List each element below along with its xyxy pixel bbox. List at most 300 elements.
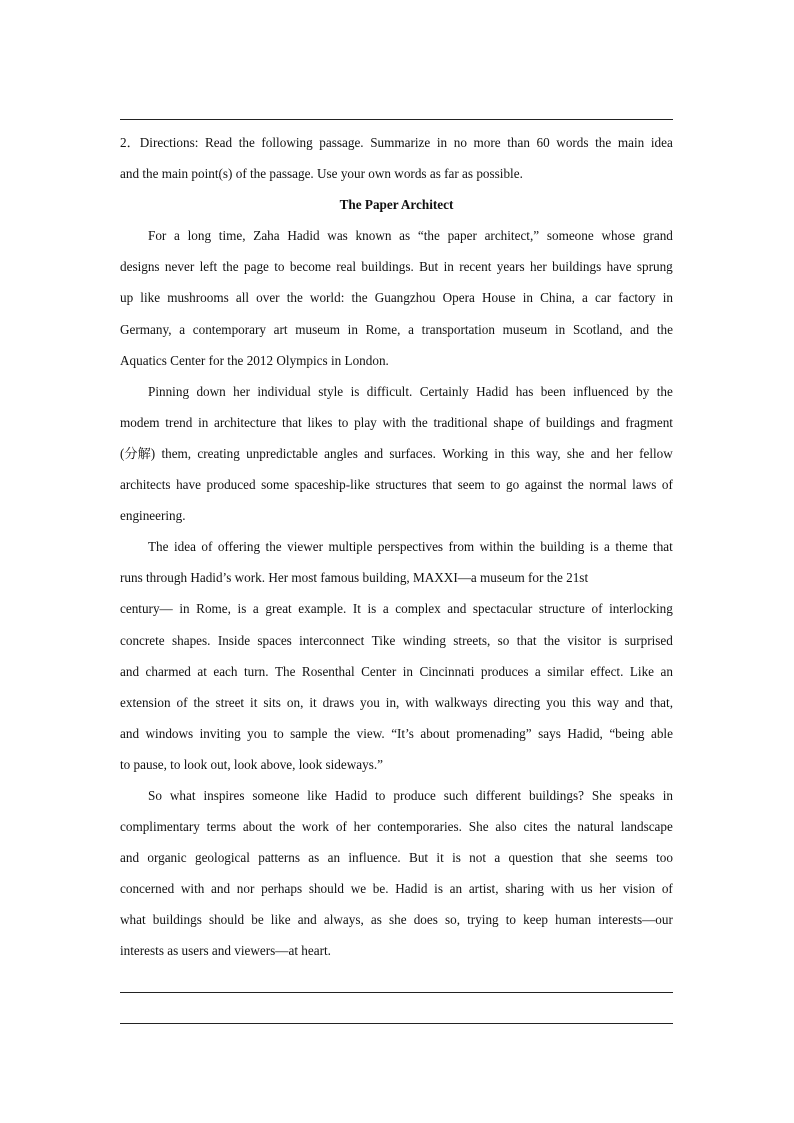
word: you	[360, 694, 380, 710]
word: the	[595, 135, 612, 150]
word: interests—our	[598, 912, 673, 928]
word: produce	[393, 787, 436, 803]
word: Rome,	[365, 321, 401, 337]
word: with	[180, 881, 205, 897]
word: an	[449, 881, 463, 897]
word: architecture	[214, 414, 277, 430]
word: in	[179, 601, 190, 617]
word: so	[497, 632, 510, 648]
word: in	[436, 135, 448, 150]
word: and	[630, 321, 650, 337]
word: in	[662, 290, 673, 306]
word: that	[516, 632, 537, 648]
word: a	[408, 321, 414, 337]
word: it	[309, 694, 317, 710]
word: from	[448, 539, 475, 555]
word: geological	[194, 850, 250, 866]
word: way	[596, 694, 619, 710]
word: we	[350, 881, 367, 897]
word: about	[242, 819, 273, 835]
word: at	[197, 663, 207, 679]
paragraph-line	[120, 718, 673, 749]
word: car	[595, 290, 612, 306]
word: buildings	[545, 414, 595, 430]
word: So	[148, 787, 162, 803]
word: work	[301, 819, 330, 835]
word: about	[420, 725, 450, 741]
paragraph-line: Aquatics Center for the 2012 Olympics in London.	[120, 352, 389, 368]
word: sits	[263, 694, 281, 710]
word: likes	[307, 414, 333, 430]
word: But	[419, 259, 439, 275]
word: as	[370, 912, 382, 928]
word: a	[382, 601, 389, 617]
word: a	[494, 850, 501, 866]
word: angles	[324, 445, 358, 461]
word: up	[120, 290, 134, 306]
word: difficult.	[366, 383, 413, 399]
word: and	[364, 445, 384, 461]
word: known	[355, 228, 392, 244]
word: like	[307, 787, 328, 803]
word: in	[198, 414, 209, 430]
paragraph-line	[120, 220, 673, 251]
word: multiple	[328, 539, 373, 555]
word: some	[261, 477, 289, 493]
word: the	[656, 321, 673, 337]
word: streets,	[453, 632, 491, 648]
word: is	[589, 539, 599, 555]
word: and	[120, 725, 140, 741]
paragraph-line	[120, 873, 673, 904]
word: Certainly	[419, 383, 469, 399]
word: long	[187, 228, 212, 244]
word: this	[571, 694, 592, 710]
word: terms	[206, 819, 236, 835]
paragraph-line	[120, 593, 673, 624]
word: she	[566, 445, 585, 461]
word: Rosenthal	[301, 663, 355, 679]
word: what	[169, 787, 196, 803]
word: years	[496, 259, 525, 275]
word: Zaha	[253, 228, 280, 244]
word: offering	[217, 539, 261, 555]
word: more	[473, 135, 501, 150]
word: perspectives	[377, 539, 444, 555]
word: play	[354, 414, 377, 430]
word: no	[453, 135, 467, 150]
word: and	[120, 663, 140, 679]
word: world:	[309, 290, 345, 306]
answer-line	[120, 1023, 673, 1024]
word: as	[308, 850, 320, 866]
word: words	[556, 135, 589, 150]
word: in	[347, 321, 358, 337]
word: a	[534, 663, 541, 679]
word: be	[251, 912, 264, 928]
word: also	[495, 819, 517, 835]
word: is	[434, 881, 443, 897]
word: extension	[120, 694, 171, 710]
word: (分解)	[120, 445, 156, 461]
word: someone	[252, 787, 300, 803]
word: of	[176, 694, 188, 710]
word: her	[599, 881, 617, 897]
word: shape	[493, 414, 524, 430]
word: landscape	[620, 819, 673, 835]
word: Summarize	[370, 135, 431, 150]
word: viewer	[287, 539, 324, 555]
word: to	[375, 787, 386, 803]
word: museum	[502, 321, 548, 337]
word: have	[176, 477, 201, 493]
word: whose	[601, 228, 636, 244]
word: 60	[536, 135, 550, 150]
word: the	[351, 290, 368, 306]
paragraph-line	[120, 625, 673, 656]
word: the	[334, 725, 351, 741]
word: such	[443, 787, 468, 803]
word: spaces	[257, 632, 292, 648]
word: the	[411, 414, 428, 430]
word: complex	[395, 601, 441, 617]
word: individual	[257, 383, 311, 399]
word: and	[120, 850, 140, 866]
paragraph-line: runs through Hadid’s work. Her most famous building, MAXXI—a museum for the 21st	[120, 570, 589, 586]
word: it	[436, 850, 444, 866]
word: Cincinnati	[419, 663, 475, 679]
word: she	[388, 912, 407, 928]
question-line: and the main point(s) of the passage. Use your own words as far as possible.	[120, 166, 523, 182]
word: laws	[632, 477, 657, 493]
word: fragment	[625, 414, 673, 430]
word: structures	[375, 477, 427, 493]
word: 2．Directions:	[120, 135, 199, 150]
word: unpredictable	[246, 445, 318, 461]
word: the	[193, 694, 210, 710]
word: buildings	[152, 912, 202, 928]
word: human	[555, 912, 592, 928]
word: art	[273, 321, 288, 337]
paragraph-line	[120, 314, 673, 345]
paragraph-line	[120, 904, 673, 935]
word: nor	[236, 881, 255, 897]
word: on,	[286, 694, 304, 710]
word: museum	[295, 321, 340, 337]
word: charmed	[145, 663, 191, 679]
word: go	[506, 477, 520, 493]
word: promenading”	[456, 725, 532, 741]
word: Center	[361, 663, 397, 679]
word: view.	[356, 725, 385, 741]
word: all	[235, 290, 250, 306]
word: example.	[298, 601, 347, 617]
word: she	[589, 850, 608, 866]
word: trying	[467, 912, 499, 928]
word: Guangzhou	[374, 290, 436, 306]
word: like	[140, 290, 161, 306]
word: directing	[493, 694, 541, 710]
word: influenced	[573, 383, 629, 399]
word: you	[546, 694, 567, 710]
paragraph-line	[120, 282, 673, 313]
word: never	[164, 259, 195, 275]
word: Hadid	[395, 881, 428, 897]
word: them,	[161, 445, 192, 461]
word: She	[468, 819, 489, 835]
word: that,	[649, 694, 673, 710]
word: within	[479, 539, 514, 555]
word: should	[208, 912, 245, 928]
word: has	[515, 383, 534, 399]
word: in	[443, 259, 454, 275]
word: against	[524, 477, 563, 493]
word: passage.	[319, 135, 364, 150]
word: traditional	[433, 414, 488, 430]
word: her	[616, 445, 633, 461]
word: China,	[540, 290, 575, 306]
word: contemporary	[192, 321, 266, 337]
word: But	[409, 850, 429, 866]
word: the	[286, 290, 303, 306]
word: artist,	[468, 881, 499, 897]
word: organic	[147, 850, 187, 866]
word: over	[256, 290, 280, 306]
word: is	[350, 383, 360, 399]
word: of	[335, 819, 347, 835]
word: that	[432, 477, 453, 493]
word: time,	[218, 228, 246, 244]
word: a	[604, 539, 610, 555]
word: shapes.	[172, 632, 211, 648]
word: buildings.	[361, 259, 414, 275]
paragraph-line	[120, 811, 673, 842]
word: great	[265, 601, 292, 617]
word: building	[540, 539, 585, 555]
paragraph-line	[120, 531, 673, 562]
word: speaks	[619, 787, 655, 803]
word: sharing	[505, 881, 545, 897]
paragraph-line	[120, 656, 673, 687]
word: theme	[615, 539, 648, 555]
word: is	[237, 601, 247, 617]
question-line	[120, 127, 673, 158]
word: different	[475, 787, 522, 803]
word: have	[606, 259, 632, 275]
word: that	[561, 850, 582, 866]
word: way,	[536, 445, 561, 461]
word: complimentary	[120, 819, 200, 835]
word: interconnect	[299, 632, 365, 648]
word: factory	[618, 290, 656, 306]
word: style	[318, 383, 344, 399]
word: her	[353, 819, 371, 835]
word: not	[469, 850, 487, 866]
word: concrete	[120, 632, 165, 648]
word: become	[289, 259, 331, 275]
word: than	[507, 135, 530, 150]
word: mushrooms	[167, 290, 229, 306]
word: of	[661, 881, 673, 897]
word: Rome,	[196, 601, 231, 617]
word: The	[274, 663, 296, 679]
word: Scotland,	[572, 321, 623, 337]
word: down	[196, 383, 226, 399]
word: structure	[538, 601, 585, 617]
word: fellow	[639, 445, 673, 461]
paragraph-line	[120, 469, 673, 500]
word: inviting	[199, 725, 241, 741]
word: the	[567, 477, 584, 493]
word: following	[261, 135, 313, 150]
word: architect,”	[484, 228, 540, 244]
word: modem	[120, 414, 160, 430]
word: Opera	[442, 290, 475, 306]
word: as	[399, 228, 411, 244]
word: Hadid	[334, 787, 368, 803]
word: spaceship-like	[294, 477, 370, 493]
word: an	[327, 850, 341, 866]
word: grand	[642, 228, 673, 244]
word: is	[608, 632, 618, 648]
word: idea	[173, 539, 196, 555]
word: For	[148, 228, 167, 244]
word: page	[244, 259, 269, 275]
word: to	[273, 725, 284, 741]
word: should	[308, 881, 344, 897]
word: that	[653, 539, 673, 555]
word: was	[327, 228, 348, 244]
word: inspires	[203, 787, 245, 803]
word: “being	[609, 725, 645, 741]
paragraph-line	[120, 438, 673, 469]
word: and	[600, 414, 620, 430]
paragraph-line	[120, 251, 673, 282]
word: House	[481, 290, 516, 306]
word: a	[179, 321, 186, 337]
word: is	[452, 850, 461, 866]
word: similar	[547, 663, 584, 679]
word: turn.	[243, 663, 269, 679]
word: effect.	[590, 663, 624, 679]
word: street	[215, 694, 245, 710]
word: visitor	[567, 632, 602, 648]
word: the	[265, 539, 282, 555]
word: us	[580, 881, 593, 897]
word: patterns	[258, 850, 300, 866]
answer-line	[120, 992, 673, 993]
word: contemporaries.	[377, 819, 462, 835]
word: this	[510, 445, 530, 461]
word: surfaces.	[389, 445, 436, 461]
word: her	[233, 383, 250, 399]
word: spectacular	[472, 601, 533, 617]
word: a	[174, 228, 180, 244]
word: winding	[402, 632, 446, 648]
word: the	[278, 819, 296, 835]
word: able	[650, 725, 673, 741]
word: “the	[417, 228, 440, 244]
word: transportation	[421, 321, 495, 337]
word: in,	[385, 694, 400, 710]
word: cites	[523, 819, 548, 835]
word: idea	[650, 135, 673, 150]
word: with	[550, 881, 575, 897]
word: “It’s	[391, 725, 414, 741]
word: in	[555, 321, 566, 337]
word: Hadid	[476, 383, 509, 399]
word: architects	[120, 477, 171, 493]
word: to	[490, 477, 501, 493]
word: Working	[442, 445, 489, 461]
word: in	[402, 663, 413, 679]
word: walkways	[434, 694, 488, 710]
paragraph-line: engineering.	[120, 508, 186, 524]
word: of	[661, 477, 673, 493]
word: buildings	[552, 259, 602, 275]
word: interlocking	[609, 601, 673, 617]
word: each	[213, 663, 238, 679]
paragraph-line: interests as users and viewers—at heart.	[120, 943, 331, 959]
word: buildings?	[529, 787, 584, 803]
word: concerned	[120, 881, 175, 897]
word: designs	[120, 259, 160, 275]
word: is	[367, 601, 377, 617]
word: The	[148, 539, 169, 555]
word: seem	[457, 477, 485, 493]
paragraph-line	[120, 842, 673, 873]
word: and	[297, 912, 317, 928]
word: to	[505, 912, 517, 928]
word: paper	[447, 228, 477, 244]
word: the	[656, 383, 673, 399]
word: century—	[120, 601, 173, 617]
word: to	[338, 414, 349, 430]
word: produces	[480, 663, 529, 679]
word: Germany,	[120, 321, 172, 337]
word: surprised	[624, 632, 673, 648]
paragraph-line	[120, 780, 673, 811]
word: a	[582, 290, 588, 306]
word: of	[529, 414, 541, 430]
paragraph-line: to pause, to look out, look above, look sideways.”	[120, 756, 383, 772]
top-rule	[120, 119, 673, 120]
word: Hadid,	[567, 725, 603, 741]
word: so,	[444, 912, 461, 928]
word: that	[281, 414, 302, 430]
word: be.	[372, 881, 389, 897]
word: trend	[165, 414, 193, 430]
word: with	[382, 414, 406, 430]
word: a	[252, 601, 259, 617]
word: vision	[622, 881, 656, 897]
word: She	[591, 787, 612, 803]
word: in	[522, 290, 534, 306]
document-content	[120, 127, 673, 967]
word: Pinning	[148, 383, 190, 399]
paragraph-line	[120, 407, 673, 438]
word: you	[247, 725, 267, 741]
word: in	[662, 787, 673, 803]
word: like	[270, 912, 291, 928]
word: and	[447, 601, 467, 617]
word: by	[636, 383, 650, 399]
word: and	[590, 445, 610, 461]
word: influence.	[348, 850, 401, 866]
paragraph-line	[120, 376, 673, 407]
word: main	[617, 135, 645, 150]
word: of	[201, 539, 213, 555]
